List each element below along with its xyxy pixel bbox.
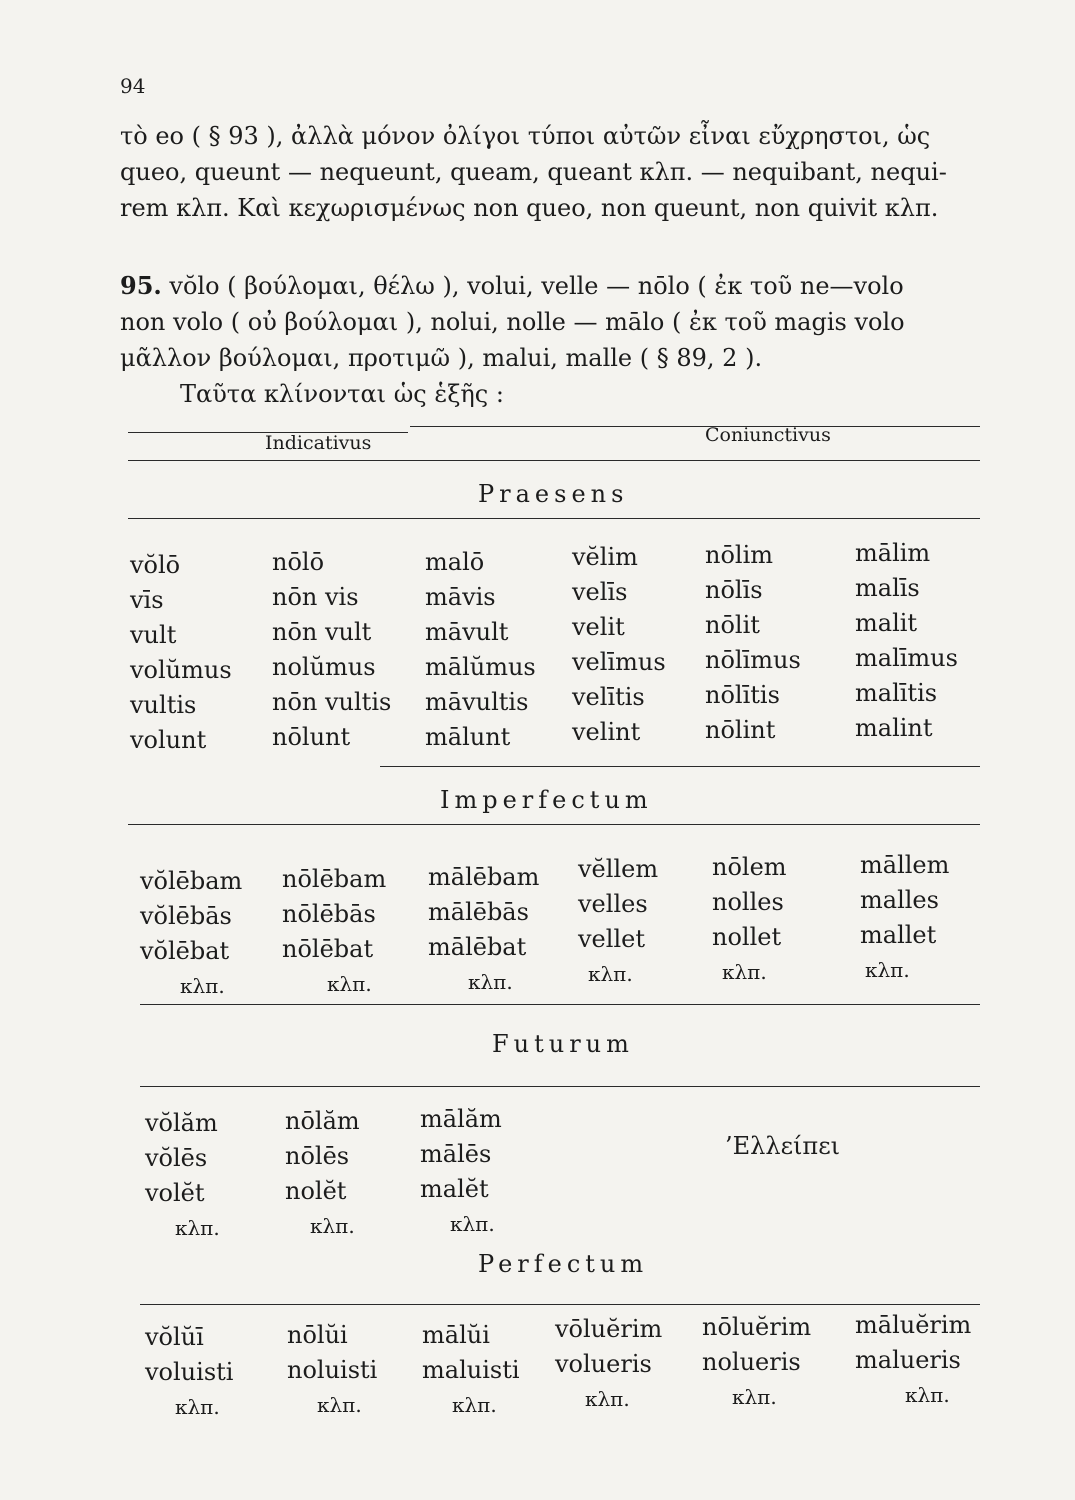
etc-abbrev: κλπ. <box>310 1214 355 1238</box>
etc-abbrev: κλπ. <box>585 1387 630 1411</box>
form: nōlēbās <box>282 900 376 928</box>
form: vŏlō <box>130 551 181 579</box>
form: vŏlēs <box>145 1144 208 1172</box>
section-95-line: Ταῦτα κλίνονται ὡς ἑξῆς : <box>180 380 504 408</box>
form: malles <box>860 886 939 914</box>
form: noluisti <box>287 1356 378 1384</box>
form: nōlō <box>272 548 325 576</box>
perfectum-col-nolo <box>287 1318 377 1423</box>
section-95-line: μᾶλλον βούλομαι, προτιμῶ ), malui, malle ( § 89, 2 ). <box>120 344 763 372</box>
form: nōlītis <box>705 681 780 709</box>
etc-abbrev: κλπ. <box>468 970 513 994</box>
form: nōn vult <box>272 618 372 646</box>
etc-abbrev: κλπ. <box>865 958 910 982</box>
section-95-line <box>120 268 980 304</box>
futurum-rule <box>140 1086 980 1087</box>
form: nolueris <box>702 1348 801 1376</box>
form: mālēbat <box>428 933 527 961</box>
perfectum-col-malim <box>855 1308 971 1413</box>
form: vultis <box>130 691 197 719</box>
praesens-col-nolo <box>272 545 391 755</box>
futurum-subjunctive-lacking: ’Ελλείπει <box>725 1132 841 1160</box>
form: māvultis <box>425 688 529 716</box>
form: velīmus <box>572 648 666 676</box>
imperfectum-col-velim <box>578 852 658 992</box>
form: vellet <box>578 925 645 953</box>
form: nōlēbam <box>282 865 387 893</box>
praesens-col-malim <box>855 536 958 746</box>
form: velīs <box>572 578 628 606</box>
tense-futurum: Futurum <box>492 1030 634 1058</box>
form: vĕlim <box>572 543 638 571</box>
etc-abbrev: κλπ. <box>732 1385 777 1409</box>
form: malīs <box>855 574 920 602</box>
form: māluĕrim <box>855 1311 972 1339</box>
form: voluisti <box>145 1358 234 1386</box>
form: malĕt <box>420 1175 489 1203</box>
form: vĕllem <box>578 855 659 883</box>
praesens-col-nolim <box>705 538 801 748</box>
tense-praesens: Praesens <box>478 480 629 508</box>
tense-perfectum: Perfectum <box>478 1250 649 1278</box>
form: volunt <box>130 726 207 754</box>
form: velles <box>578 890 648 918</box>
etc-abbrev: κλπ. <box>588 962 633 986</box>
form: nōlīs <box>705 576 763 604</box>
etc-abbrev: κλπ. <box>180 974 225 998</box>
section-95-text: vŏlo ( βούλομαι, θέλω ), volui, velle — nōlo ( ἐκ τοῦ ne—volo <box>169 272 904 300</box>
form: nōn vis <box>272 583 359 611</box>
form: mālŭmus <box>425 653 536 681</box>
etc-abbrev: κλπ. <box>175 1395 220 1419</box>
praesens-col-malo <box>425 545 536 755</box>
futurum-col-volo <box>145 1106 220 1246</box>
section-number: 95. <box>120 271 162 300</box>
form: nolĕt <box>285 1177 347 1205</box>
form: velit <box>572 613 625 641</box>
form: nōluĕrim <box>702 1313 812 1341</box>
form: nolles <box>712 888 784 916</box>
page-number: 94 <box>120 74 146 98</box>
form: mālim <box>855 539 931 567</box>
intro-line: rem κλπ. Καὶ κεχωρισμένως non queo, non queunt, non quivit κλπ. <box>120 194 939 222</box>
etc-abbrev: κλπ. <box>722 960 767 984</box>
form: volĕt <box>145 1179 205 1207</box>
form: vīs <box>130 586 164 614</box>
perfectum-col-volo <box>145 1320 233 1425</box>
form: nōlēbat <box>282 935 374 963</box>
intro-line: τὸ eo ( § 93 ), ἀλλὰ μόνον ὀλίγοι τύποι αὐτῶν εἶναι εὔχρηστοι, ὡς <box>120 122 931 150</box>
header-bottom-rule <box>128 460 980 461</box>
perfectum-rule <box>140 1304 980 1305</box>
praesens-col-velim <box>572 540 666 750</box>
etc-abbrev: κλπ. <box>452 1393 497 1417</box>
futurum-top-rule <box>140 1004 980 1005</box>
form: māllem <box>860 851 950 879</box>
form: mālŭi <box>422 1321 490 1349</box>
form: mālunt <box>425 723 511 751</box>
form: vŏlăm <box>145 1109 218 1137</box>
form: nōlīmus <box>705 646 801 674</box>
form: volŭmus <box>130 656 232 684</box>
form: malint <box>855 714 933 742</box>
form: volueris <box>555 1350 652 1378</box>
form: nōlŭi <box>287 1321 348 1349</box>
etc-abbrev: κλπ. <box>327 972 372 996</box>
form: vŏlēbat <box>140 937 230 965</box>
imperfectum-col-malo <box>428 860 539 1000</box>
form: malītis <box>855 679 938 707</box>
form: maluisti <box>422 1356 520 1384</box>
form: nōlint <box>705 716 776 744</box>
tense-imperfectum: Imperfectum <box>440 786 653 814</box>
form: vult <box>130 621 177 649</box>
form: mālēs <box>420 1140 492 1168</box>
form: vŏlŭī <box>145 1323 204 1351</box>
perfectum-col-velim <box>555 1312 662 1417</box>
imperfectum-rule <box>128 824 980 825</box>
perfectum-col-nolim <box>702 1310 811 1415</box>
form: mālăm <box>420 1105 502 1133</box>
form: nōlem <box>712 853 787 881</box>
form: nōlunt <box>272 723 351 751</box>
form: vŏlēbās <box>140 902 232 930</box>
form: nōlit <box>705 611 760 639</box>
form: nōlăm <box>285 1107 360 1135</box>
form: mālēbās <box>428 898 529 926</box>
form: nōn vultis <box>272 688 392 716</box>
form: māvult <box>425 618 509 646</box>
form: malit <box>855 609 918 637</box>
futurum-col-nolo <box>285 1104 360 1244</box>
form: nōlēs <box>285 1142 350 1170</box>
imperfectum-top-rule <box>380 766 980 767</box>
intro-line: queo, queunt — nequeunt, queam, queant κλπ. — nequibant, nequi- <box>120 158 947 186</box>
form: vōluĕrim <box>555 1315 663 1343</box>
section-95 <box>120 268 980 412</box>
form: mālēbam <box>428 863 540 891</box>
intro-paragraph <box>120 118 980 226</box>
form: malueris <box>855 1346 961 1374</box>
perfectum-col-malo <box>422 1318 520 1423</box>
form: vŏlēbam <box>140 867 243 895</box>
praesens-rule <box>128 518 980 519</box>
form: nolŭmus <box>272 653 376 681</box>
form: nōlim <box>705 541 774 569</box>
form: malīmus <box>855 644 958 672</box>
imperfectum-col-volo <box>140 864 242 1004</box>
form: nollet <box>712 923 782 951</box>
imperfectum-col-malim <box>860 848 949 988</box>
form: malō <box>425 548 485 576</box>
etc-abbrev: κλπ. <box>905 1383 950 1407</box>
form: velītis <box>572 683 645 711</box>
header-indicative: Indicativus <box>265 432 372 454</box>
imperfectum-col-nolo <box>282 862 386 1002</box>
etc-abbrev: κλπ. <box>317 1393 362 1417</box>
form: mallet <box>860 921 937 949</box>
futurum-col-malo <box>420 1102 502 1242</box>
imperfectum-col-nolim <box>712 850 787 990</box>
etc-abbrev: κλπ. <box>175 1216 220 1240</box>
form: māvis <box>425 583 496 611</box>
table-top-rule-right <box>410 426 980 427</box>
section-95-line: non volo ( οὐ βούλομαι ), nolui, nolle — mālo ( ἐκ τοῦ magis volo <box>120 308 905 336</box>
header-subjunctive: Coniunctivus <box>705 424 831 446</box>
etc-abbrev: κλπ. <box>450 1212 495 1236</box>
form: velint <box>572 718 641 746</box>
praesens-col-volo <box>130 548 232 758</box>
